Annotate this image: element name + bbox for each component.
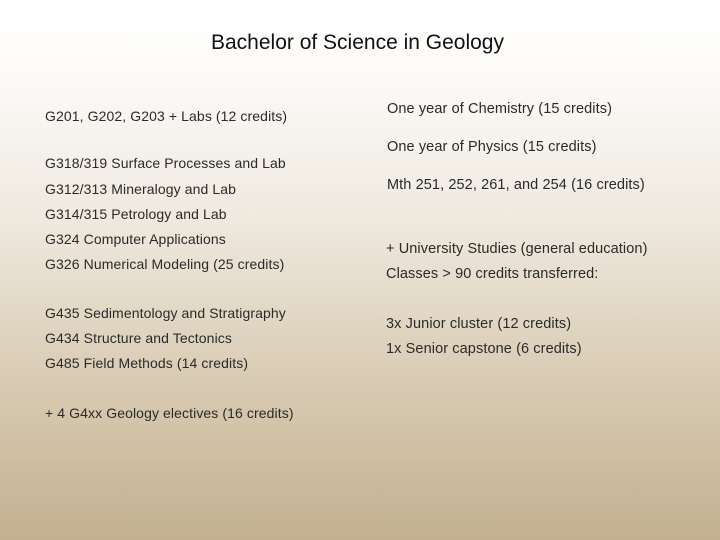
right-item-math: Mth 251, 252, 261, and 254 (16 credits) [387,177,645,193]
slide-title: Bachelor of Science in Geology [210,31,504,54]
right-item-classes-transferred: Classes > 90 credits transferred: [386,266,599,282]
right-item-junior-cluster: 3x Junior cluster (12 credits) [386,316,572,332]
right-item-senior-capstone: 1x Senior capstone (6 credits) [386,341,582,357]
left-item-numerical-modeling: G326 Numerical Modeling (25 credits) [45,256,285,272]
left-item-intro-geology: G201, G202, G203 + Labs (12 credits) [45,108,288,124]
left-item-mineralogy: G312/313 Mineralogy and Lab [45,181,237,197]
left-item-computer-applications: G324 Computer Applications [45,231,226,247]
left-item-field-methods: G485 Field Methods (14 credits) [45,355,249,371]
right-item-physics: One year of Physics (15 credits) [387,139,597,155]
left-item-petrology: G314/315 Petrology and Lab [45,206,227,222]
left-item-electives: + 4 G4xx Geology electives (16 credits) [45,405,294,421]
left-item-structure-tectonics: G434 Structure and Tectonics [45,330,232,346]
left-item-surface-processes: G318/319 Surface Processes and Lab [45,155,286,171]
right-item-chemistry: One year of Chemistry (15 credits) [387,101,612,117]
right-item-university-studies: + University Studies (general education) [386,241,648,257]
left-item-sedimentology: G435 Sedimentology and Stratigraphy [45,305,286,321]
